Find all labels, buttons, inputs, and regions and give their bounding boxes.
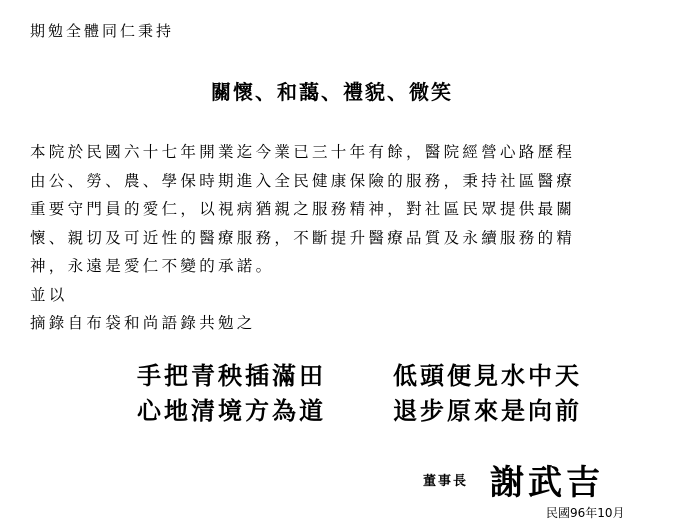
body-line: 摘錄自布袋和尚語錄共勉之 [30, 314, 256, 332]
body-line: 懷、親切及可近性的醫療服務，不斷提升醫療品質及永續服務的精 [30, 228, 576, 247]
signature-image: 謝武吉 [490, 463, 604, 503]
calligraphy-verse-left-2: 心地清境方為道 [137, 396, 326, 425]
body-line: 並以 [30, 285, 68, 304]
body-line: 由公、勞、農、學保時期進入全民健康保險的服務，秉持社區醫療 [30, 171, 576, 190]
body-paragraph [30, 138, 660, 338]
body-line: 重要守門員的愛仁，以視病猶親之服務精神，對社區民眾提供最關 [30, 200, 576, 218]
signer-title: 董事長 [423, 474, 469, 489]
calligraphy-verse-left-1: 手把青秧插滿田 [137, 361, 326, 390]
body-line: 本院於民國六十七年開業迄今業已三十年有餘，醫院經營心路歷程 [30, 143, 576, 161]
calligraphy-verse-right-2: 退步原來是向前 [393, 396, 582, 425]
motto-title: 關懷、和藹、禮貌、微笑 [211, 80, 453, 104]
calligraphy-verse-right-1: 低頭便見水中天 [393, 361, 582, 390]
document-date: 民國96年10月 [546, 506, 625, 520]
body-line: 神，永遠是愛仁不變的承諾。 [30, 257, 275, 275]
salutation-text: 期勉全體同仁秉持 [30, 22, 175, 40]
